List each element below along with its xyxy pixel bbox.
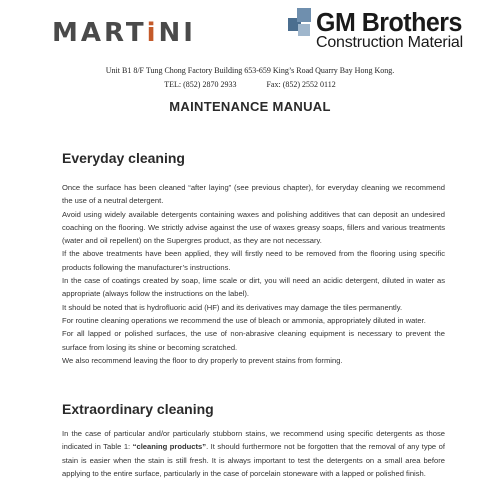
paragraph: Once the surface has been cleaned “after laying” (see previous chapter), for everyday cleaning we recommend the use of a neutral detergent. bbox=[62, 183, 445, 206]
gm-brothers-logo bbox=[288, 8, 488, 54]
section-heading-extraordinary-cleaning: Extraordinary cleaning bbox=[62, 401, 214, 417]
letterhead bbox=[0, 0, 500, 60]
paragraph: If the above treatments have been applied, they will firstly need to be removed from the flooring using specific products following the manufacturer’s instructions. bbox=[62, 249, 445, 272]
paragraph bbox=[62, 427, 445, 480]
gm-square-3 bbox=[298, 24, 310, 36]
paragraph: Avoid using widely available detergents containing waxes and polishing additives that can deposit an undesired coaching on the flooring. We strictly advise against the use of waxes greasy soaps, fillers and various treatments (water and oil repellent) on the Supergres product, as they are not necessary. bbox=[62, 209, 445, 246]
paragraph-text-before: In the case of particular and/or particularly stubborn stains, we recommend using specific detergents as those indicated in Table 1: bbox=[62, 429, 445, 452]
document-title: MAINTENANCE MANUAL bbox=[169, 99, 331, 114]
martini-logo-prefix: MART bbox=[52, 18, 147, 48]
paragraph: For all lapped or polished surfaces, the use of non-abrasive cleaning equipment is necessary to prevent the surface from losing its shine or becoming scratched. bbox=[62, 329, 445, 352]
gm-logo-subtitle: Construction Material bbox=[316, 34, 463, 51]
paragraph: We also recommend leaving the floor to dry properly to prevent stains from forming. bbox=[62, 355, 343, 365]
section-body-everyday-cleaning bbox=[62, 181, 445, 367]
cleaning-products-reference: “cleaning products” bbox=[132, 442, 207, 452]
martini-logo-accent: i bbox=[146, 18, 159, 48]
paragraph-text-after: . It should furthermore not be forgotten that the removal of any type of stain is easier when the stain is still fresh. It is always important to test the detergents on a small area before applying to the entire surface, particularly in the case of porcelain stoneware with a lapped or polished finish. bbox=[62, 442, 445, 478]
paragraph: It should be noted that is hydrofluoric acid (HF) and its derivatives may damage the tiles permanently. bbox=[62, 302, 403, 312]
paragraph: For routine cleaning operations we recommend the use of bleach or ammonia, appropriately diluted in water. bbox=[62, 315, 426, 325]
gm-logo-title: GM Brothers bbox=[316, 8, 462, 38]
company-contact bbox=[0, 80, 500, 89]
section-body-extraordinary-cleaning bbox=[62, 427, 445, 480]
telephone: TEL: (852) 2870 2933 bbox=[164, 80, 237, 89]
gm-squares-icon bbox=[288, 8, 318, 42]
martini-logo bbox=[52, 18, 196, 48]
section-heading-everyday-cleaning: Everyday cleaning bbox=[62, 150, 185, 166]
company-address: Unit B1 8/F Tung Chong Factory Building 653-659 King’s Road Quarry Bay Hong Kong. bbox=[105, 66, 395, 75]
martini-logo-suffix: NI bbox=[158, 18, 196, 48]
fax: Fax: (852) 2552 0112 bbox=[266, 80, 336, 89]
gm-square-2 bbox=[297, 8, 311, 22]
paragraph: In the case of coatings created by soap, lime scale or dirt, you will need an acidic detergent, diluted in water as appropriate (always follow the instructions on the label). bbox=[62, 276, 445, 299]
